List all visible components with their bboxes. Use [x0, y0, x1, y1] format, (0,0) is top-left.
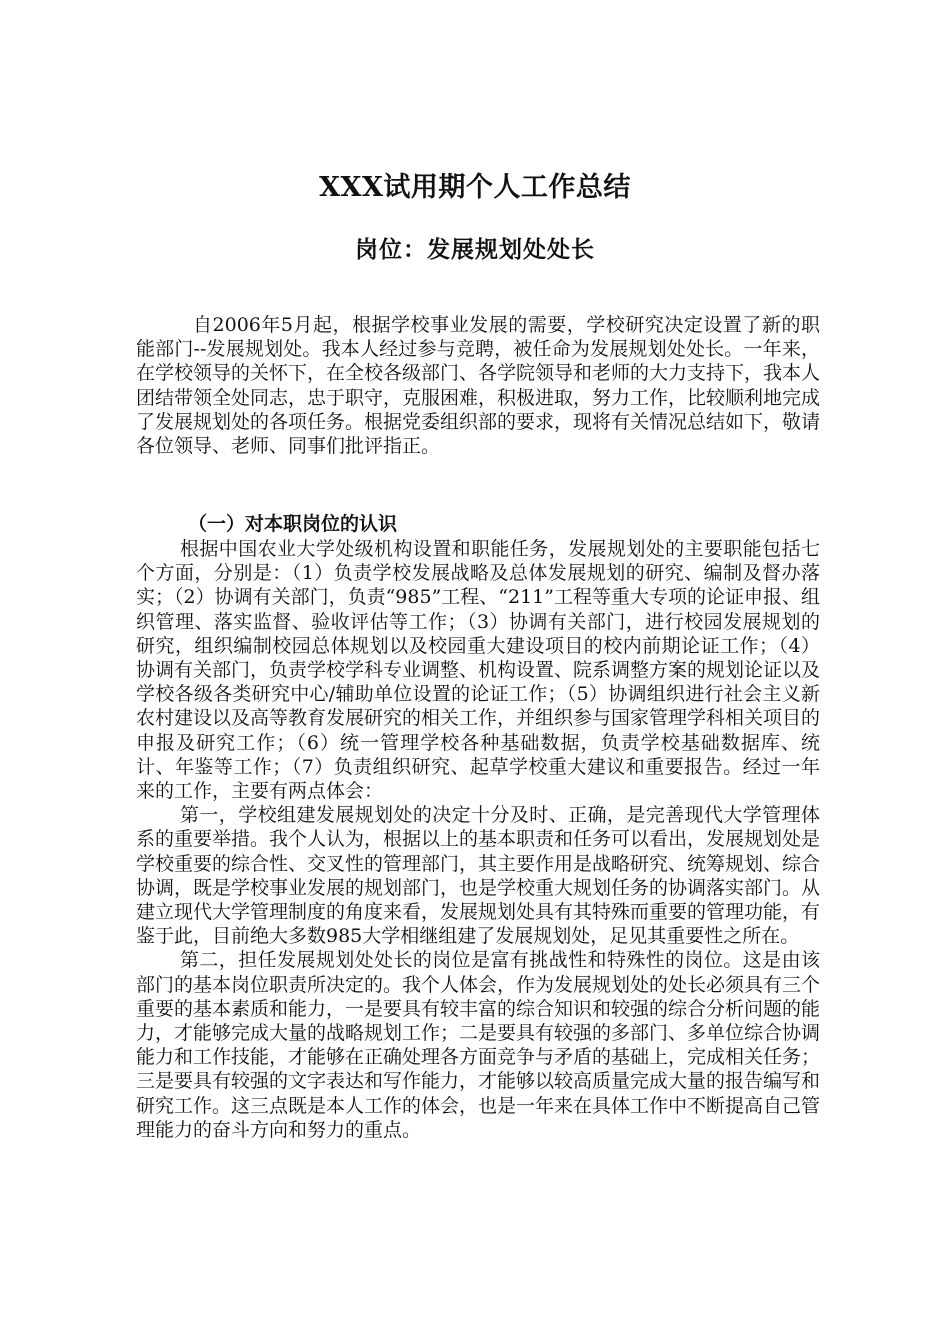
section-body	[136, 537, 820, 1142]
section-paragraph-first-point: 第一，学校组建发展规划处的决定十分及时、正确，是完善现代大学管理体系的重要举措。我个人认为，根据以上的基本职责和任务可以看出，发展规划处是学校重要的综合性、交叉性的管理部门，其主要作用是战略研究、统筹规划、综合协调，既是学校事业发展的规划部门，也是学校重大规划任务的协调落实部门。从建立现代大学管理制度的角度来看，发展规划处具有其特殊而重要的管理功能，有鉴于此，目前绝大多数985大学相继组建了发展规划处，足见其重要性之所在。	[136, 804, 821, 948]
section-paragraph-second-point: 第二，担任发展规划处处长的岗位是富有挑战性和特殊性的岗位。这是由该部门的基本岗位职责所决定的。我个人体会，作为发展规划处的处长必须具有三个重要的基本素质和能力，一是要具有较丰富的综合知识和较强的综合分析问题的能力，才能够完成大量的战略规划工作；二是要具有较强的多部门、多单位综合协调能力和工作技能，才能够在正确处理各方面竞争与矛盾的基础上，完成相关任务；三是要具有较强的文字表达和写作能力，才能够以较高质量完成大量的报告编写和研究工作。这三点既是本人工作的体会，也是一年来在具体工作中不断提高自己管理能力的奋斗方向和努力的重点。	[136, 949, 821, 1141]
intro-paragraph: 自2006年5月起，根据学校事业发展的需要，学校研究决定设置了新的职能部门--发展规划处。我本人经过参与竞聘，被任命为发展规划处处长。一年来，在学校领导的关怀下，在全校各级部门、各学院领导和老师的大力支持下，我本人团结带领全处同志，忠于职守，克服困难，积极进取，努力工作，比较顺利地完成了发展规划处的各项任务。根据党委组织部的要求，现将有关情况总结如下，敬请各位领导、老师、同事们批评指正。	[136, 314, 821, 458]
document-title: XXX试用期个人工作总结	[319, 172, 631, 203]
section-heading: （一）对本职岗位的认识	[188, 513, 398, 535]
section-paragraph-duties: 根据中国农业大学处级机构设置和职能任务，发展规划处的主要职能包括七个方面，分别是：（1）负责学校发展战略及总体发展规划的研究、编制及督办落实；（2）协调有关部门，负责“985”工程、“211”工程等重大专项的论证申报、组织管理、落实监督、验收评估等工作；（3）协调有关部门，进行校园发展规划的研究，组织编制校园总体规划以及校园重大建设项目的校内前期论证工作；（4）协调有关部门，负责学校学科专业调整、机构设置、院系调整方案的规划论证以及学校各级各类研究中心/辅助单位设置的论证工作；（5）协调组织进行社会主义新农村建设以及高等教育发展研究的相关工作，并组织参与国家管理学科相关项目的申报及研究工作；（6）统一管理学校各种基础数据，负责学校基础数据库、统计、年鉴等工作；（7）负责组织研究、起草学校重大建议和重要报告。经过一年来的工作，主要有两点体会：	[136, 538, 821, 803]
document-subtitle: 岗位：发展规划处处长	[355, 236, 595, 263]
